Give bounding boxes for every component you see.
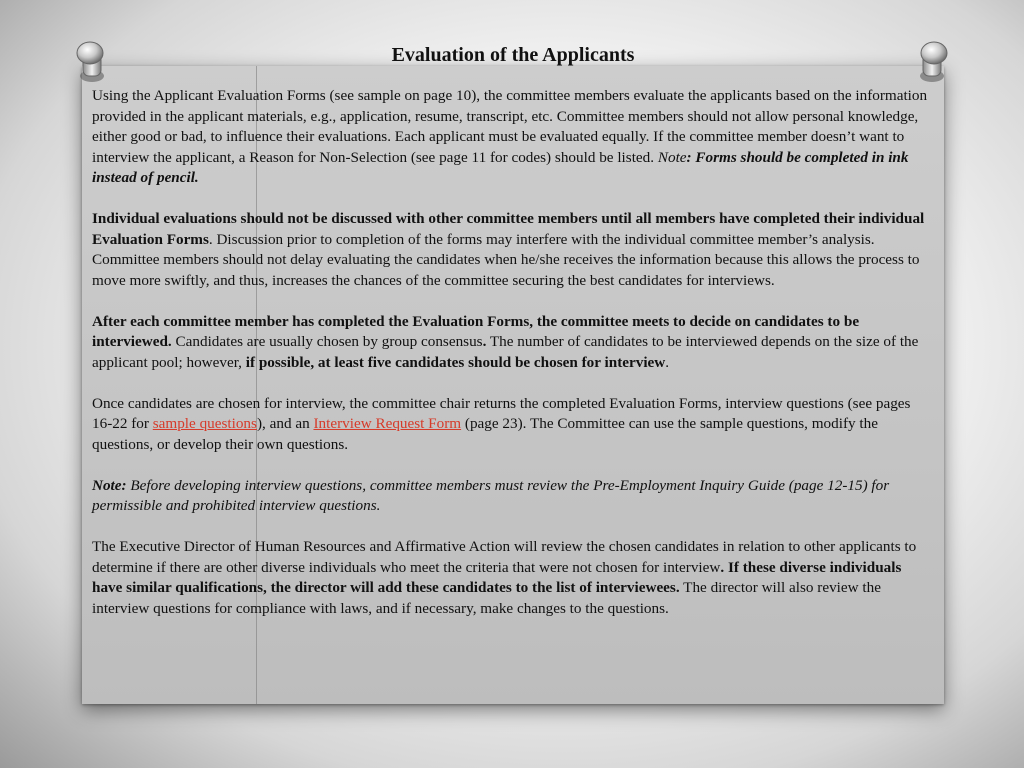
paragraph-text: .: [665, 353, 670, 371]
paragraph-note-inquiry-guide: [92, 476, 934, 517]
page-title: Evaluation of the Applicants: [391, 44, 635, 66]
paragraph-committee-meets: [92, 312, 934, 374]
sample-questions-link[interactable]: sample questions: [152, 415, 257, 432]
paragraph-bold-text: After each committee member has completed the Evaluation Forms, the committee meets to decide on candidates to be interviewed.: [92, 312, 860, 350]
document-body: [92, 42, 934, 640]
paragraph-interview-request: [92, 394, 934, 456]
paragraph-text: The Executive Director of Human Resources and Affirmative Action will review the chosen candidates in relation to other applicants to determine if there are other diverse individuals who meet the criteria that were not chosen for interview: [92, 538, 917, 576]
paragraph-text: ), and an: [256, 415, 314, 432]
paragraph-text: Before developing interview questions, committee members must review the Pre-Employment Inquiry Guide (page 12-15) for permissible and prohibited interview questions.: [92, 476, 890, 514]
paragraph-bold-text: .: [482, 333, 487, 350]
paragraph-text: The director will also review the interview questions for compliance with laws, and if necessary, make changes to the questions.: [92, 579, 881, 617]
paragraph-individual-evaluations: [92, 209, 934, 291]
paragraph-executive-director: [92, 537, 934, 619]
paragraph-text: Once candidates are chosen for interview, the committee chair returns the completed Evaluation Forms, interview questions (see pages 16-22 for: [92, 394, 911, 432]
paragraph-bold-text: Individual evaluations should not be discussed with other committee members until all members have completed their individual Evaluation Forms: [92, 210, 925, 248]
interview-request-form-link[interactable]: Interview Request Form: [313, 415, 462, 432]
paragraph-text: The number of candidates to be interviewed depends on the size of the applicant pool; however,: [92, 333, 919, 371]
note-label: Note:: [92, 476, 127, 494]
paragraph-text: Using the Applicant Evaluation Forms (see sample on page 10), the committee members evaluate the applicants based on the information provided in the applicant materials, e.g., application, resume, transcript, etc. Committee members should not allow personal knowledge, either good or bad, to influence their evaluations. Each applicant must be evaluated equally. If the committee member doesn’t want to interview the applicant, a Reason for Non-Selection (see page 11 for codes) should be listed.: [92, 87, 928, 166]
paragraph-bold-text: . If these diverse individuals have similar qualifications, the director will add these candidates to the list of interviewees.: [92, 558, 902, 596]
note-text: : Forms should be completed in ink instead of pencil.: [92, 148, 909, 186]
paragraph-text: Candidates are usually chosen by group consensus: [171, 333, 483, 350]
paragraph-text: (page 23). The Committee can use the sample questions, modify the questions, or develop their own questions.: [92, 415, 878, 453]
paragraph-text: . Discussion prior to completion of the forms may interfere with the individual committee member’s analysis. Committee members should not delay evaluating the candidates when he/she receives the information because this allows the process to move more swiftly, and thus, increases the chances of the committee securing the best candidates for interviews.: [92, 230, 920, 289]
paragraph-evaluation-forms: [92, 86, 934, 189]
paragraph-bold-text: if possible, at least five candidates should be chosen for interview: [245, 353, 666, 371]
note-label: Note: [657, 148, 687, 166]
